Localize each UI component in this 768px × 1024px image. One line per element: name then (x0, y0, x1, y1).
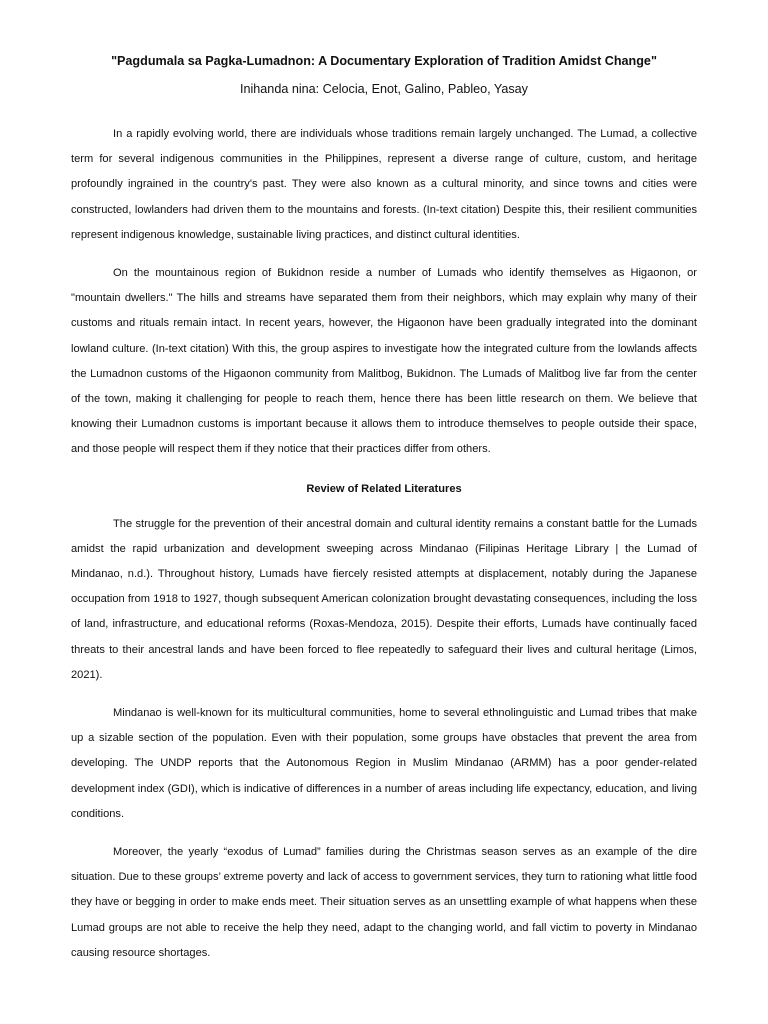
document-page (71, 52, 697, 979)
intro-paragraph-2: On the mountainous region of Bukidnon reside a number of Lumads who identify themselves as Higaonon, or "mountain dwellers." The hills and streams have separated them from their neighbors, which may explain why many of their customs and rituals remain intact. In recent years, however, the Higaonon have been gradually integrated into the dominant lowland culture. (In-text citation) With this, the group aspires to investigate how the integrated culture from the lowlands affects the Lumadnon customs of the Higaonon community from Malitbog, Bukidnon. The Lumads of Malitbog live far from the center of the town, making it challenging for people to reach them, hence there has been little research on them. We believe that knowing their Lumadnon customs is important because it allows them to introduce themselves to people outside their space, and those people will respect them if they notice that their practices differ from others. (71, 267, 697, 456)
intro-paragraph-1: In a rapidly evolving world, there are individuals whose traditions remain largely unchanged. The Lumad, a collective term for several indigenous communities in the Philippines, represent a diverse range of culture, custom, and heritage profoundly ingrained in the country's past. They were also known as a cultural minority, and since towns and cities were constructed, lowlanders had driven them to the mountains and forests. (In-text citation) Despite this, their resilient communities represent indigenous knowledge, sustainable living practices, and distinct cultural identities. (71, 128, 697, 241)
review-paragraph-3: Moreover, the yearly “exodus of Lumad” families during the Christmas season serves as an example of the dire situation. Due to these groups’ extreme poverty and lack of access to government services, they turn to rationing what little food they have or begging in order to make ends meet. Their situation serves as an unsettling example of what happens when these Lumad groups are not able to receive the help they need, adapt to the changing world, and fall victim to poverty in Mindanao causing resource shortages. (71, 846, 697, 959)
section-heading: Review of Related Literatures (306, 482, 462, 495)
review-paragraph-2: Mindanao is well-known for its multicultural communities, home to several ethnolinguistic and Lumad tribes that make up a sizable section of the population. Even with their population, some groups have obstacles that prevent the area from developing. The UNDP reports that the Autonomous Region in Muslim Mindanao (ARMM) has a poor gender-related development index (GDI), which is indicative of differences in a number of areas including life expectancy, education, and living conditions. (71, 707, 697, 820)
document-title: "Pagdumala sa Pagka-Lumadnon: A Documentary Exploration of Tradition Amidst Change" (111, 54, 657, 68)
document-authors: Inihanda nina: Celocia, Enot, Galino, Pableo, Yasay (240, 82, 528, 96)
review-paragraph-1: The struggle for the prevention of their ancestral domain and cultural identity remains a constant battle for the Lumads amidst the rapid urbanization and development sweeping across Mindanao (Filipinas Heritage Library | the Lumad of Mindanao, n.d.). Throughout history, Lumads have fiercely resisted attempts at displacement, notably during the Japanese occupation from 1918 to 1927, though subsequent American colonization brought devastating consequences, including the loss of land, infrastructure, and educational reforms (Roxas-Mendoza, 2015). Despite their efforts, Lumads have continually faced threats to their ancestral lands and have been forced to flee repeatedly to safeguard their lives and cultural heritage (Limos, 2021). (71, 517, 697, 681)
